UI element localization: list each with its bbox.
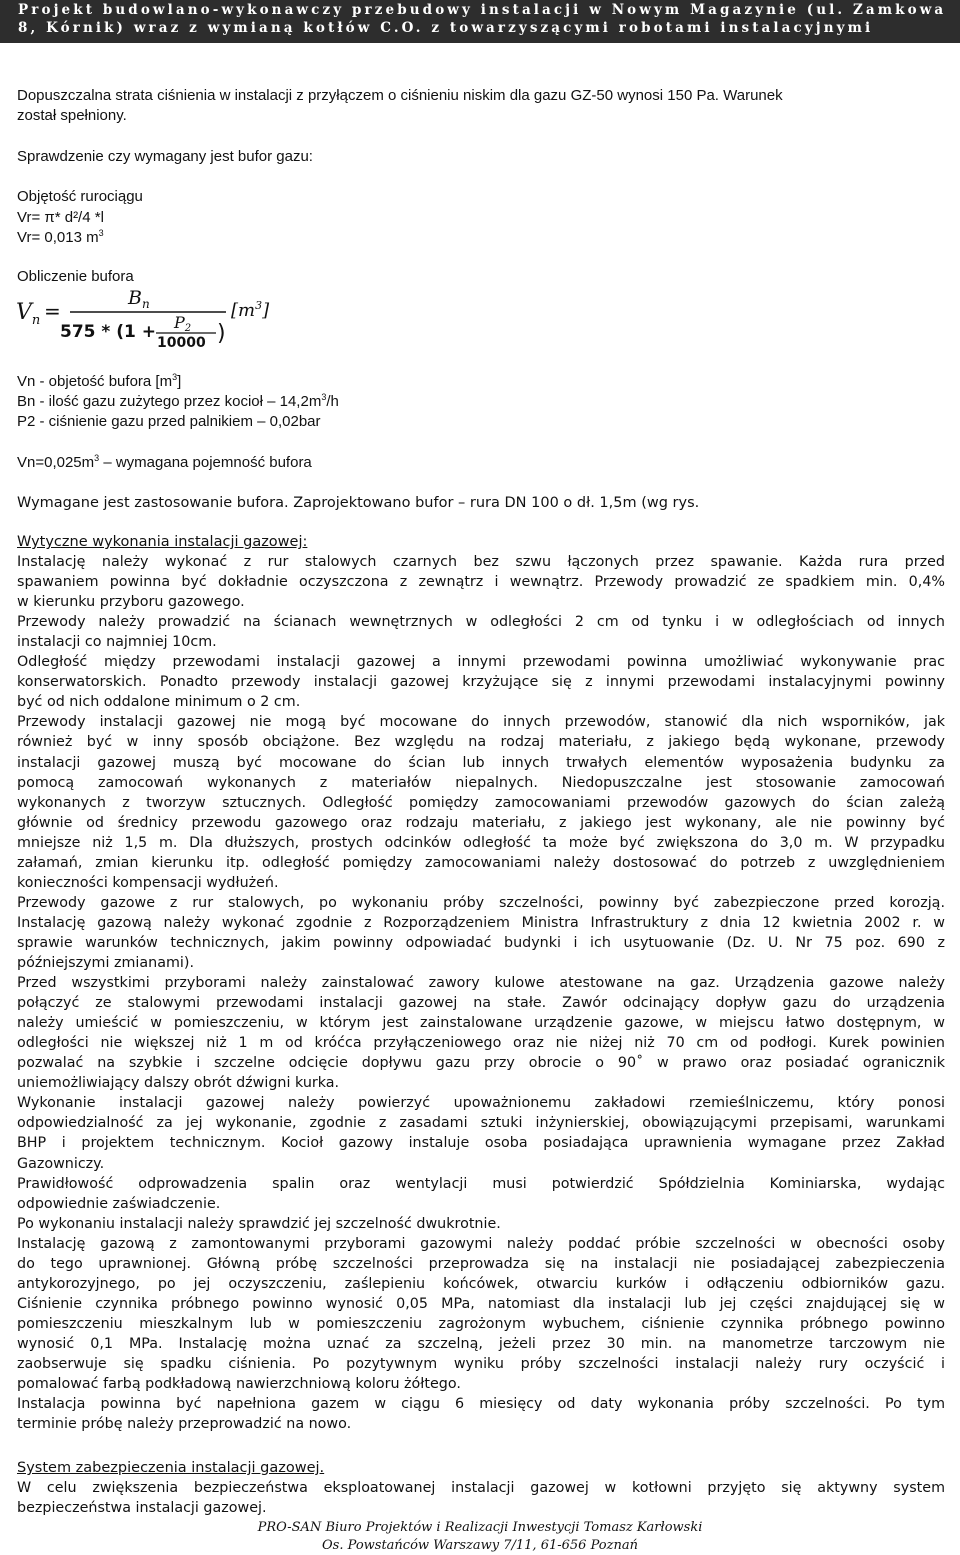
text-line: Prawidłowość odprowadzenia spalin oraz wentylacji musi potwierdzić Spółdzielnia Kominiarska, wydając bbox=[17, 1175, 945, 1192]
text-line: pozwalać na szybkie i szczelne odcięcie dopływu gazu przy obrocie o 90˚ w prawo oraz posiadać ogranicznik bbox=[17, 1055, 945, 1072]
text-line: odległości nie większej niż 1 m od króćca przyłączeniowego oraz nie niżej niż 70 cm od podłogi. Kurek powinien bbox=[17, 1035, 945, 1052]
definition-p2: P2 - ciśnienie gazu przed palnikiem – 0,02bar bbox=[17, 413, 321, 430]
text-line: Instalację gazową z zamontowanymi przyborami gazowymi należy poddać próbie szczelności w obecności osoby bbox=[17, 1235, 945, 1252]
formula-lhs: $V_n$ bbox=[16, 300, 41, 328]
header-title-line-2: 8, Kórnik) wraz z wymianą kotłów C.O. z towarzyszącymi robotami instalacyjnymi bbox=[18, 20, 874, 36]
text-line: wynosić 0,1 MPa. Instalację można uznać za szczelną, jeżeli przez 30 min. na manometrze tarczowym nie bbox=[17, 1335, 945, 1352]
definition-vn: Vn - objetość bufora $[m^3]$ bbox=[17, 372, 182, 390]
svg-text:): ) bbox=[217, 321, 226, 346]
text-line: również być w inny sposób obciążone. Bez względu na rodzaj materiału, z jakiego będą wykonane, przewody bbox=[17, 734, 945, 751]
text-line: uniemożliwiający dalszy obrót dźwigni kurka. bbox=[17, 1075, 340, 1092]
text-line: odpowiedzialność za jej wykonanie, zgodnie z zasadami sztuki inżynierskiej, obowiązującymi przepisami, warunkami bbox=[17, 1115, 945, 1132]
text-line: terminie próbę należy przeprowadzić na nowo. bbox=[17, 1416, 352, 1433]
buffer-calc-heading: Obliczenie bufora bbox=[17, 268, 134, 285]
text-line: Ciśnienie czynnika próbnego powinno wynosić 0,05 MPa, natomiast dla instalacji lub jej części znajdującej się w bbox=[17, 1295, 945, 1312]
text-line: mniejsze niż 1,5 m. Dla dłuższych, prostych odcinków odległość ta może być zwiększona do 3,0 m. W przypadku bbox=[17, 834, 945, 851]
svg-text:=: = bbox=[44, 299, 61, 323]
text-line: bezpieczeństwa instalacji gazowej. bbox=[17, 1500, 267, 1516]
text-line: głównie od średnicy przewodu gazowego oraz rodzaju materiału, z jakiego jest wykonany, ale nie powinny być bbox=[17, 814, 945, 831]
buffer-check-heading: Sprawdzenie czy wymagany jest bufor gazu: bbox=[17, 148, 313, 165]
text-line: Odległość między przewodami instalacji gazowej a innymi przewodami powinna umożliwiać wykonywanie prac bbox=[17, 654, 945, 671]
definition-bn: Bn - ilość gazu zużytego przez kocioł – $14,2m^3/h$ bbox=[17, 392, 339, 410]
footer-address: Os. Powstańców Warszawy 7/11, 61-656 Poznań bbox=[322, 1538, 638, 1553]
text-line: wykonanych z tworzyw sztucznych. Odległość pomiędzy zamocowaniami przewodów gazowych do ścian zależą bbox=[17, 794, 945, 811]
buffer-formula bbox=[16, 288, 276, 350]
buffer-required-note: Wymagane jest zastosowanie bufora. Zaprojektowano bufor – rura DN 100 o dł. 1,5m (wg rys. bbox=[17, 495, 700, 511]
text-line: Instalację należy wykonać z rur stalowych czarnych bez szwu łączonych przez spawanie. Każda rura przed bbox=[17, 554, 945, 570]
document-header bbox=[0, 0, 960, 43]
text-line: załamań, zmian kierunku itp. odległość pomiędzy zamocowaniami należy dostosować do potrzeb z uwzględnieniem bbox=[17, 854, 945, 871]
buffer-result: $Vn=0,025m^3$ – wymagana pojemność bufora bbox=[17, 453, 312, 471]
intro-line-1: Dopuszczalna strata ciśnienia w instalacji z przyłączem o ciśnieniu niskim dla gazu GZ-50 wynosi 150 Pa. Warunek bbox=[17, 87, 783, 104]
text-line: połączyć ze stalowymi przewodami instalacji gazowej na stałe. Zawór odcinający dopływ gazu do urządzenia bbox=[17, 995, 945, 1012]
text-line: antykorozyjnego, po jej oczyszczeniu, zaślepieniu końcówek, otwarciu kurków i odłączeniu odbiorników gazu. bbox=[17, 1275, 945, 1292]
text-line: do tego uprawnionej. Główną próbę szczelności przeprowadza się na instalacji nie posiadającej zabezpieczenia bbox=[17, 1255, 945, 1272]
intro-line-2: został spełniony. bbox=[17, 107, 127, 124]
text-line: Przewody należy prowadzić na ścianach wewnętrznych w odległości 2 cm od tynku i w odległościach od innych bbox=[17, 614, 945, 631]
text-line: Instalację gazową należy wykonać zgodnie z Rozporządzeniem Ministra Infrastruktury z dnia 12 kwietnia 2002 r. w bbox=[17, 914, 945, 931]
guidelines-heading: Wytyczne wykonania instalacji gazowej: bbox=[17, 534, 308, 550]
text-line: instalacji gazowej muszą być mocowane do ścian lub innych trwałych elementów wyposażenia budynku za bbox=[17, 754, 945, 771]
pipe-volume-formula: Vr= π* d²/4 *l bbox=[17, 209, 104, 226]
footer-company: PRO-SAN Biuro Projektów i Realizacji Inwestycji Tomasz Karłowski bbox=[257, 1520, 703, 1535]
text-line: pomalować farbą podkładową nawierzchniową koloru żółtego. bbox=[17, 1376, 461, 1393]
text-line: BHP i projektem technicznym. Kocioł gazowy instaluje osoba posiadająca uprawnienia wymagane przez Zakład bbox=[17, 1135, 945, 1152]
text-line: w kierunku przyboru gazowego. bbox=[17, 594, 245, 611]
text-line: należy umieścić w pomieszczeniu, w którym jest zainstalowane urządzenie gazowe, w miejscu łatwo dostępnym, w bbox=[17, 1015, 945, 1032]
pipe-volume-result: Vr= 0,013 $m^3$ bbox=[17, 228, 104, 246]
formula-inner-denominator: 10000 bbox=[157, 335, 206, 350]
text-line: konieczności kompensacji wydłużeń. bbox=[17, 874, 279, 891]
pipe-volume-heading: Objętość rurociągu bbox=[17, 188, 143, 205]
formula-denominator-left: 575 * (1 + bbox=[60, 322, 156, 342]
text-line: odpowiednie zaświadczenie. bbox=[17, 1195, 221, 1212]
header-title-line-1: Projekt budowlano-wykonawczy przebudowy instalacji w Nowym Magazynie (ul. Zamkowa bbox=[18, 2, 947, 18]
text-line: instalacji co najmniej 10cm. bbox=[17, 634, 217, 651]
formula-unit: $[m^3]$ bbox=[231, 299, 270, 321]
text-line: Gazowniczy. bbox=[17, 1155, 105, 1172]
text-line: Przewody instalacji gazowej nie mogą być mocowane do innych przewodów, stanowić dla nich wsporników, jak bbox=[17, 714, 945, 731]
text-line: Po wykonaniu instalacji należy sprawdzić jej szczelność dwukrotnie. bbox=[17, 1215, 501, 1232]
text-line: Wykonanie instalacji gazowej należy powierzyć upoważnionemu zakładowi rzemieślniczemu, który ponosi bbox=[17, 1095, 945, 1112]
text-line: spawaniem powinna być dokładnie oczyszczona z zewnątrz i wewnątrz. Przewody prowadzić ze spadkiem min. 0,4% bbox=[17, 574, 945, 591]
safety-heading: System zabezpieczenia instalacji gazowej. bbox=[17, 1460, 325, 1476]
text-line: W celu zwiększenia bezpieczeństwa eksploatowanej instalacji gazowej w kotłowni przyjęto się aktywny system bbox=[17, 1480, 945, 1496]
text-line: zaobserwuje się spadku ciśnienia. Po pozytywnym wyniku próby szczelności instalacji należy rury oczyścić i bbox=[17, 1356, 945, 1372]
formula-p2: P2 bbox=[174, 313, 192, 334]
text-line: pomieszczeniu mieszkalnym lub w pomieszczeniu zagrożonym wybuchem, ciśnienie czynnika próbnego powinno bbox=[17, 1315, 945, 1332]
text-line: Przewody gazowe z rur stalowych, po wykonaniu próby szczelności, powinny być zabezpieczone przed korozją. bbox=[17, 894, 945, 911]
text-line: sprawie warunków technicznych, jakim powinny odpowiadać budynki i ich usytuowanie (Dz. U. Nr 75 poz. 690 z bbox=[17, 934, 945, 951]
text-line: późniejszymi zmianami). bbox=[17, 955, 194, 971]
text-line: pomocą zamocowań wykonanych z materiałów niepalnych. Niedopuszczalne jest stosowanie zamocowań bbox=[17, 774, 945, 791]
formula-numerator: $B_n$ bbox=[128, 288, 150, 311]
text-line: być od nich oddalone minimum o 2 cm. bbox=[17, 694, 301, 711]
text-line: Przed wszystkimi przyborami należy zainstalować zawory kulowe atestowane na gaz. Urządzenia gazowe należy bbox=[17, 975, 945, 992]
text-line: Instalacja powinna być napełniona gazem w ciągu 6 miesięcy od daty wykonania próby szczelności. Po tym bbox=[17, 1396, 945, 1413]
text-line: konserwatorskich. Ponadto przewody instalacji gazowej krzyżujące się z innymi przewodami instalacyjnymi powinny bbox=[17, 674, 945, 691]
